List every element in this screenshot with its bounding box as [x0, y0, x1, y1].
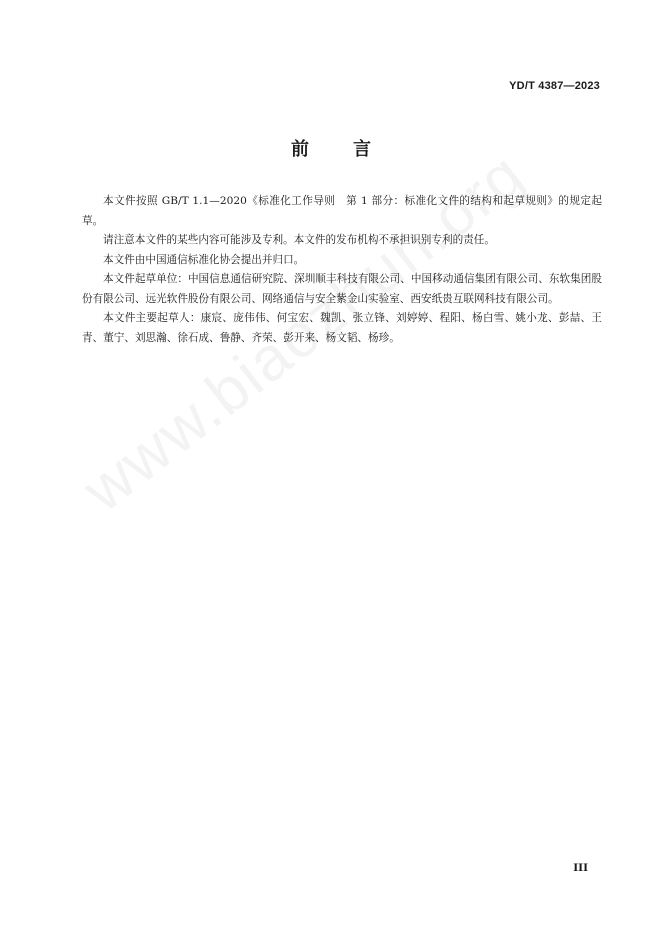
- paragraph-patent-notice: 请注意本文件的某些内容可能涉及专利。本文件的发布机构不承担识别专利的责任。: [103, 234, 495, 246]
- paragraph-drafters: 本文件主要起草人：康宸、庞伟伟、何宝宏、魏凯、张立锋、刘婷婷、程阳、杨白雪、姚小龙、彭喆、王青、董宁、刘思瀚、徐石成、鲁静、齐荣、彭开来、杨文韬、杨珍。: [82, 312, 602, 344]
- foreword-body: [82, 192, 602, 348]
- title-char-2: 言: [353, 139, 371, 160]
- document-code: YD/T 4387—2023: [509, 80, 600, 92]
- paragraph-proposer: 本文件由中国通信标准化协会提出并归口。: [103, 253, 305, 266]
- page-number: III: [573, 862, 588, 874]
- paragraph-drafting-units: 本文件起草单位：中国信息通信研究院、深圳顺丰科技有限公司、中国移动通信集团有限公司、东软集团股份有限公司、远光软件股份有限公司、网络通信与安全紫金山实验室、西安纸贵互联网科技有限公司。: [82, 273, 602, 305]
- page-title: [0, 135, 662, 161]
- paragraph-drafting-rules: 本文件按照 GB/T 1.1—2020《标准化工作导则 第 1 部分：标准化文件的结构和起草规则》的规定起草。: [82, 195, 602, 227]
- title-char-1: 前: [291, 139, 309, 160]
